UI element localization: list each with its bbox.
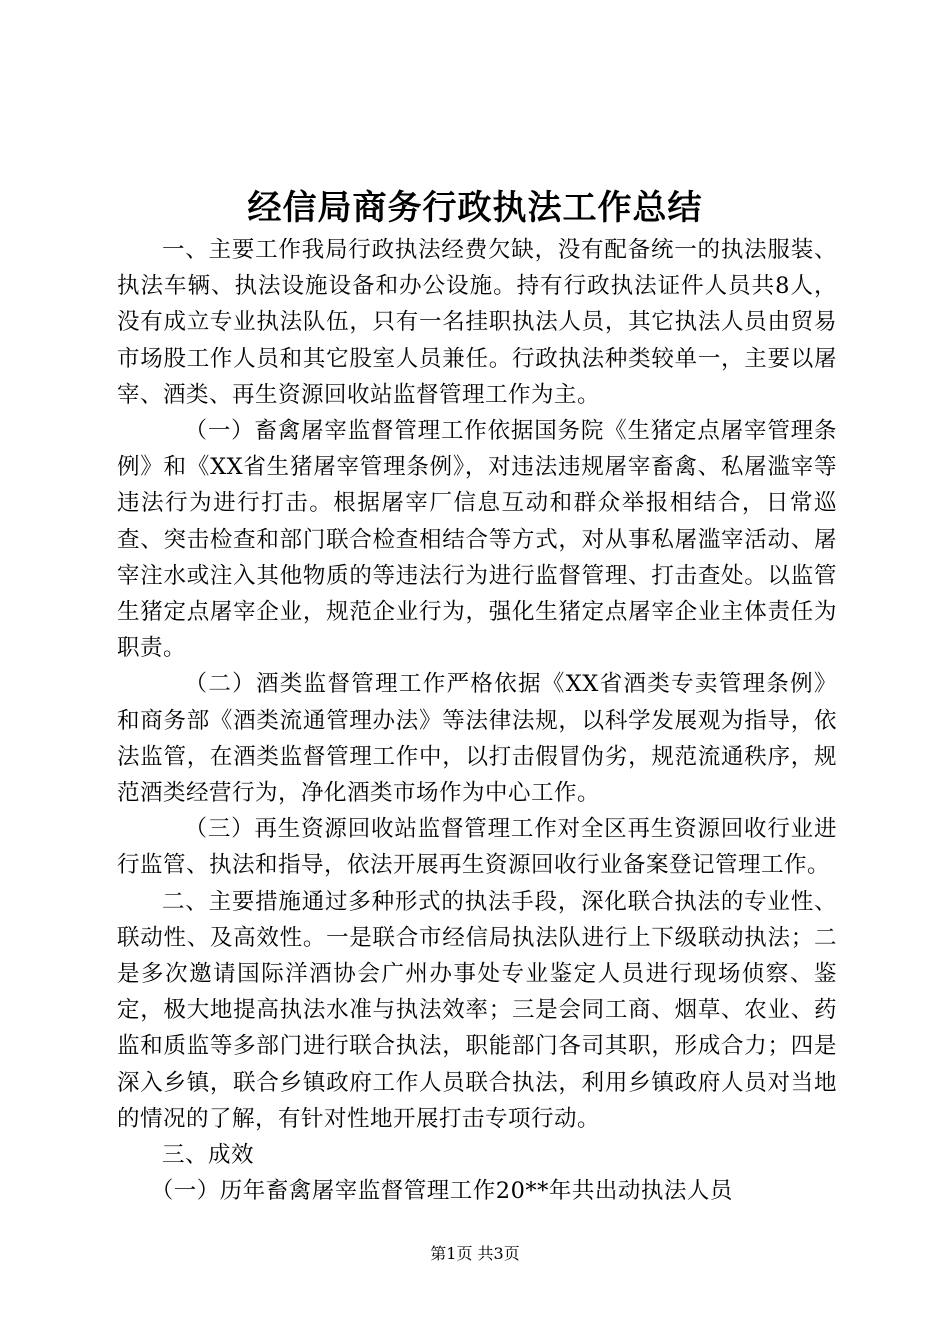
paragraph-livestock-slaughter: （一）畜禽屠宰监督管理工作依据国务院《生猪定点屠宰管理条例》和《XX省生猪屠宰管理条例》，对违法违规屠宰畜禽、私屠滥宰等违法行为进行打击。根据屠宰厂信息互动和群众举报相结合，日常巡查、突击检查和部门联合检查相结合等方式，对从事私屠滥宰活动、屠宰注水或注入其他物质的等违法行为进行监督管理、打击查处。以监管生猪定点屠宰企业，规范企业行为，强化生猪定点屠宰企业主体责任为职责。 <box>117 418 837 662</box>
paragraph-main-work: 一、主要工作我局行政执法经费欠缺，没有配备统一的执法服装、执法车辆、执法设施设备和办公设施。持有行政执法证件人员共8人，没有成立专业执法队伍，只有一名挂职执法人员，其它执法人员由贸易市场股工作人员和其它股室人员兼任。行政执法种类较单一，主要以屠宰、酒类、再生资源回收站监督管理工作为主。 <box>117 237 837 408</box>
paragraph-liquor-supervision: （二）酒类监督管理工作严格依据《XX省酒类专卖管理条例》和商务部《酒类流通管理办法》等法律法规，以科学发展观为指导，依法监管，在酒类监督管理工作中，以打击假冒伪劣，规范流通秩序，规范酒类经营行为，净化酒类市场作为中心工作。 <box>117 671 837 807</box>
paragraph-recycling-supervision: （三）再生资源回收站监督管理工作对全区再生资源回收行业进行监管、执法和指导，依法开展再生资源回收行业备案登记管理工作。 <box>117 816 837 879</box>
document-title: 经信局商务行政执法工作总结 <box>247 188 703 228</box>
paragraph-results-heading: 三、成效 <box>162 1142 255 1169</box>
paragraph-results-livestock: （一）历年畜禽屠宰监督管理工作20**年共出动执法人员 <box>150 1178 733 1205</box>
document-body <box>117 232 837 1209</box>
paragraph-main-measures: 二、主要措施通过多种形式的执法手段，深化联合执法的专业性、联动性、及高效性。一是联合市经信局执法队进行上下级联动执法；二是多次邀请国际洋酒协会广州办事处专业鉴定人员进行现场侦察、鉴定，极大地提高执法水准与执法效率；三是会同工商、烟草、农业、药监和质监等多部门进行联合执法，职能部门各司其职，形成合力；四是深入乡镇，联合乡镇政府工作人员联合执法，利用乡镇政府人员对当地的情况的了解，有针对性地开展打击专项行动。 <box>117 888 837 1132</box>
page-footer: 第1页 共3页 <box>430 1244 520 1263</box>
